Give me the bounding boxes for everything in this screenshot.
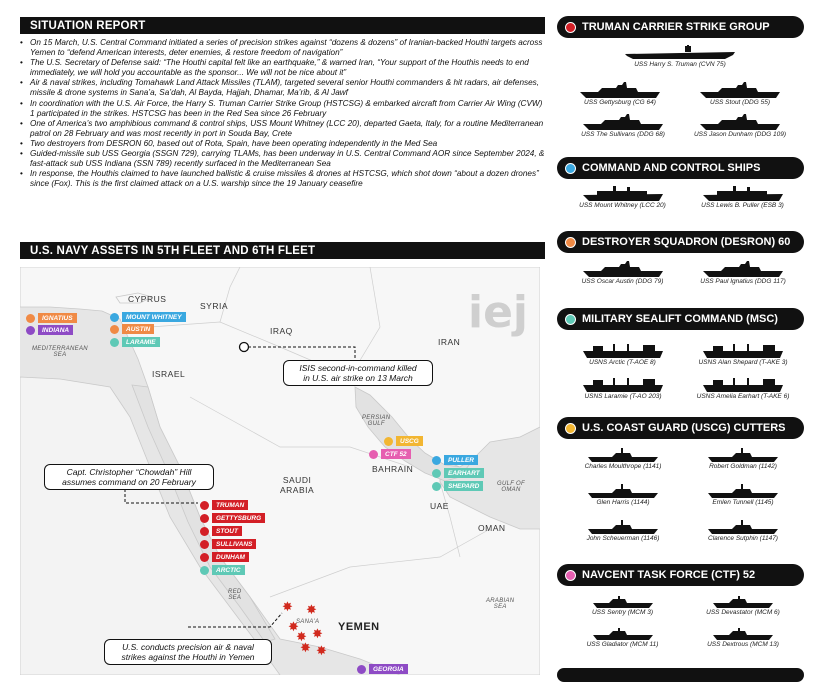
ship-label: USNS Alan Shepard (T-AKE 3) bbox=[698, 359, 788, 366]
label-oman: OMAN bbox=[478, 523, 506, 533]
cutter-silhouette-icon bbox=[588, 520, 658, 534]
group-header-uscg bbox=[557, 417, 804, 439]
ship-label: USS Sentry (MCM 3) bbox=[591, 609, 654, 616]
strike-burst-icon: ✸ bbox=[306, 602, 317, 617]
ship-label: USS Gladiator (MCM 11) bbox=[586, 641, 659, 648]
group-dot-orange bbox=[565, 237, 576, 248]
situation-report-header: SITUATION REPORT bbox=[20, 17, 545, 34]
tag-puller[interactable]: PULLER bbox=[444, 455, 478, 465]
group-header-truman bbox=[557, 16, 804, 38]
label-persian-gulf: PERSIAN GULF bbox=[362, 415, 391, 427]
group-header-partial bbox=[557, 668, 804, 682]
label-iraq: IRAQ bbox=[270, 326, 293, 336]
label-iran: IRAN bbox=[438, 337, 461, 347]
tag-ctf-52[interactable]: CTF 52 bbox=[381, 449, 411, 459]
label-red-sea: RED SEA bbox=[228, 589, 242, 601]
report-bullet: • On 15 March, U.S. Central Command initiated a series of precision strikes against “dozens & dozens” of Iranian-backed Houthi targets across Yemen to “defend American interests, deter enemies, & restore freedom of navigation” bbox=[20, 38, 545, 58]
tag-sullivans[interactable]: SULLIVANS bbox=[212, 539, 256, 549]
ship-label: USS Stout (DDG 55) bbox=[710, 99, 770, 106]
group-title: MILITARY SEALIFT COMMAND (MSC) bbox=[582, 313, 778, 325]
tag-uscg[interactable]: USCG bbox=[396, 436, 423, 446]
group-dot-yellow bbox=[565, 423, 576, 434]
map-header: U.S. NAVY ASSETS IN 5TH FLEET AND 6TH FLEET bbox=[20, 242, 545, 259]
tag-ignatius[interactable]: IGNATIUS bbox=[38, 313, 77, 323]
ship-clarence-sutphin bbox=[688, 520, 798, 542]
ship-sullivans bbox=[568, 114, 678, 138]
group-title: U.S. COAST GUARD (USCG) CUTTERS bbox=[582, 422, 786, 434]
tag-arctic[interactable]: ARCTIC bbox=[212, 565, 245, 575]
ship-truman bbox=[625, 44, 735, 68]
callout-strikes: U.S. conducts precision air & naval strikes against the Houthi in Yemen bbox=[104, 639, 272, 665]
tag-stout[interactable]: STOUT bbox=[212, 526, 242, 536]
expeditionary-base-silhouette-icon bbox=[703, 185, 783, 201]
destroyer-silhouette-icon bbox=[583, 261, 663, 277]
ship-dunham bbox=[685, 114, 795, 138]
label-yemen: YEMEN bbox=[338, 621, 380, 633]
group-title: NAVCENT TASK FORCE (CTF) 52 bbox=[582, 569, 756, 581]
group-dot-blue bbox=[565, 163, 576, 174]
cutter-silhouette-icon bbox=[588, 484, 658, 498]
ship-oscar-austin bbox=[570, 261, 675, 285]
report-bullet: • Air & naval strikes, including Tomahawk Land Attack Missiles (TLAM), targeted several senior Houthi commanders & hit radars, air defenses, missile & drone systems in Sana’a, Sa’dah, Al Bayda, Hajjah, Dhamar, Ma’rib, & Al Jawf bbox=[20, 78, 545, 98]
ship-glen-harris bbox=[568, 484, 678, 506]
tag-truman[interactable]: TRUMAN bbox=[212, 500, 248, 510]
label-bahrain: BAHRAIN bbox=[372, 464, 414, 474]
tag-austin[interactable]: AUSTIN bbox=[122, 324, 154, 334]
group-header-command bbox=[557, 157, 804, 179]
aircraft-carrier-silhouette-icon bbox=[625, 44, 735, 60]
label-sanaa: SANA'A bbox=[296, 619, 320, 625]
report-bullet: • The U.S. Secretary of Defense said: “The Houthi capital felt like an earthquake,” & warned Iran, “Your support of the Houthis needs to end immediately, we will hold you accountable as the sponsor... We will not be nice about it” bbox=[20, 58, 545, 78]
ship-label: USS Dextrous (MCM 13) bbox=[707, 641, 779, 648]
ship-label: USS The Sullivans (DDG 68) bbox=[581, 131, 665, 138]
middle-east-map bbox=[20, 267, 540, 675]
group-dot-red bbox=[565, 22, 576, 33]
group-header-ctf52 bbox=[557, 564, 804, 586]
ship-label: Robert Goldman (1142) bbox=[709, 463, 777, 470]
ship-label: USNS Amelia Earhart (T-AKE 6) bbox=[696, 393, 790, 400]
tag-dunham[interactable]: DUNHAM bbox=[212, 552, 249, 562]
label-mediterranean-sea: MEDITERRANEAN SEA bbox=[32, 346, 88, 358]
callout-hill: Capt. Christopher “Chowdah” Hill assumes command on 20 February bbox=[44, 464, 214, 490]
tag-shepard[interactable]: SHEPARD bbox=[444, 481, 483, 491]
ship-label: USS Paul Ignatius (DDG 117) bbox=[700, 278, 786, 285]
ship-label: USS Harry S. Truman (CVN 75) bbox=[634, 61, 726, 68]
label-cyprus: CYPRUS bbox=[128, 294, 167, 304]
label-gulf-of-oman: GULF OF OMAN bbox=[497, 481, 525, 493]
minesweeper-silhouette-icon bbox=[713, 628, 773, 640]
strike-burst-icon: ✸ bbox=[282, 599, 293, 614]
ship-puller bbox=[690, 185, 795, 209]
destroyer-silhouette-icon bbox=[583, 114, 663, 130]
ship-john-scheuerman bbox=[568, 520, 678, 542]
situation-report-list bbox=[20, 38, 545, 189]
cutter-silhouette-icon bbox=[708, 484, 778, 498]
callout-isis: ISIS second-in-command killed in U.S. air strike on 13 March bbox=[283, 360, 433, 386]
report-bullet: • Two destroyers from DESRON 60, based out of Rota, Spain, have been operating independently in the Med Sea bbox=[20, 139, 545, 149]
destroyer-silhouette-icon bbox=[700, 114, 780, 130]
ship-gettysburg bbox=[575, 82, 665, 106]
group-header-msc bbox=[557, 308, 804, 330]
ship-amelia-earhart bbox=[688, 376, 798, 400]
strike-burst-icon: ✸ bbox=[316, 643, 327, 658]
oiler-silhouette-icon bbox=[583, 376, 663, 392]
cutter-silhouette-icon bbox=[708, 448, 778, 462]
cutter-silhouette-icon bbox=[588, 448, 658, 462]
report-bullet: • In coordination with the U.S. Air Force, the Harry S. Truman Carrier Strike Group (HSTCSG) & embarked aircraft from Carrier Air Wing (CVW) 1 participated in the strikes. HSTCSG has been in the Red Sea since 26 February bbox=[20, 99, 545, 119]
ship-devastator bbox=[688, 596, 798, 616]
destroyer-silhouette-icon bbox=[703, 261, 783, 277]
ship-label: John Scheuerman (1146) bbox=[586, 535, 660, 542]
cargo-ship-silhouette-icon bbox=[703, 376, 783, 392]
report-bullet: • In response, the Houthis claimed to have launched ballistic & cruise missiles & drones at HSTCSG, which shot down “about a dozen drones” since (Fox). This is the first claimed attack on a U.S. warship since the 19 January ceasefire bbox=[20, 169, 545, 189]
ship-label: USS Oscar Austin (DDG 79) bbox=[581, 278, 664, 285]
tag-mount-whitney[interactable]: MOUNT WHITNEY bbox=[122, 312, 186, 322]
ship-label: USS Lewis B. Puller (ESB 3) bbox=[701, 202, 784, 209]
cargo-ship-silhouette-icon bbox=[703, 342, 783, 358]
ship-arctic bbox=[570, 342, 675, 366]
ship-mount-whitney bbox=[570, 185, 675, 209]
group-dot-pink bbox=[565, 570, 576, 581]
label-arabian-sea: ARABIAN SEA bbox=[486, 598, 515, 610]
cruiser-silhouette-icon bbox=[580, 82, 660, 98]
tag-earhart[interactable]: EARHART bbox=[444, 468, 484, 478]
ship-stout bbox=[690, 82, 790, 106]
iej-watermark: iej bbox=[468, 287, 529, 338]
ship-label: USS Gettysburg (CG 64) bbox=[584, 99, 656, 106]
ship-sentry bbox=[570, 596, 675, 616]
label-uae: UAE bbox=[430, 501, 449, 511]
label-syria: SYRIA bbox=[200, 301, 229, 311]
ship-label: USNS Arctic (T-AOE 8) bbox=[589, 359, 656, 366]
ship-label: Emlen Tunnell (1145) bbox=[712, 499, 774, 506]
ship-gladiator bbox=[570, 628, 675, 648]
group-header-desron bbox=[557, 231, 804, 253]
supply-ship-silhouette-icon bbox=[583, 342, 663, 358]
minesweeper-silhouette-icon bbox=[593, 628, 653, 640]
label-israel: ISRAEL bbox=[152, 369, 186, 379]
cutter-silhouette-icon bbox=[708, 520, 778, 534]
group-title: COMMAND AND CONTROL SHIPS bbox=[582, 162, 761, 174]
ship-label: Charles Moulthrope (1141) bbox=[584, 463, 662, 470]
ship-paul-ignatius bbox=[688, 261, 798, 285]
group-dot-teal bbox=[565, 314, 576, 325]
ship-label: USS Mount Whitney (LCC 20) bbox=[579, 202, 666, 209]
tag-georgia[interactable]: GEORGIA bbox=[369, 664, 408, 674]
ship-label: USNS Laramie (T-AO 203) bbox=[584, 393, 662, 400]
group-title: DESTROYER SQUADRON (DESRON) 60 bbox=[582, 236, 791, 248]
ship-emlen-tunnell bbox=[688, 484, 798, 506]
strike-burst-icon: ✸ bbox=[312, 626, 323, 641]
group-title: TRUMAN CARRIER STRIKE GROUP bbox=[582, 21, 770, 33]
strike-burst-icon: ✸ bbox=[300, 640, 311, 655]
destroyer-silhouette-icon bbox=[700, 82, 780, 98]
ship-dextrous bbox=[688, 628, 798, 648]
tag-gettysburg[interactable]: GETTYSBURG bbox=[212, 513, 265, 523]
command-ship-silhouette-icon bbox=[583, 185, 663, 201]
ship-laramie bbox=[568, 376, 678, 400]
strike-burst-icon: ✸ bbox=[288, 619, 299, 634]
label-saudi-arabia: SAUDI ARABIA bbox=[280, 475, 315, 495]
ship-label: Clarence Sutphin (1147) bbox=[708, 535, 778, 542]
strike-burst-icon: ✸ bbox=[296, 629, 307, 644]
report-bullet: • Guided-missile sub USS Georgia (SSGN 729), carrying TLAMs, has been underway in U.S. Central Command AOR since September 2024, & fast-attack sub USS Indiana (SSN 789) recently surfaced in the Mediterranean Sea bbox=[20, 149, 545, 169]
tag-indiana[interactable]: INDIANA bbox=[38, 325, 73, 335]
ship-robert-goldman bbox=[688, 448, 798, 470]
report-bullet: • One of America’s two amphibious command & control ships, USS Mount Whitney (LCC 20), departed Gaeta, Italy, for a routine Mediterranean patrol on 28 February and was most recently in port in Souda Bay, Crete bbox=[20, 119, 545, 139]
minesweeper-silhouette-icon bbox=[593, 596, 653, 608]
ship-alan-shepard bbox=[688, 342, 798, 366]
tag-laramie[interactable]: LARAMIE bbox=[122, 337, 160, 347]
minesweeper-silhouette-icon bbox=[713, 596, 773, 608]
ship-charles-moulthrope bbox=[568, 448, 678, 470]
ship-label: USS Devastator (MCM 6) bbox=[706, 609, 780, 616]
ship-label: USS Jason Dunham (DDG 109) bbox=[693, 131, 787, 138]
ship-label: Glen Harris (1144) bbox=[596, 499, 650, 506]
